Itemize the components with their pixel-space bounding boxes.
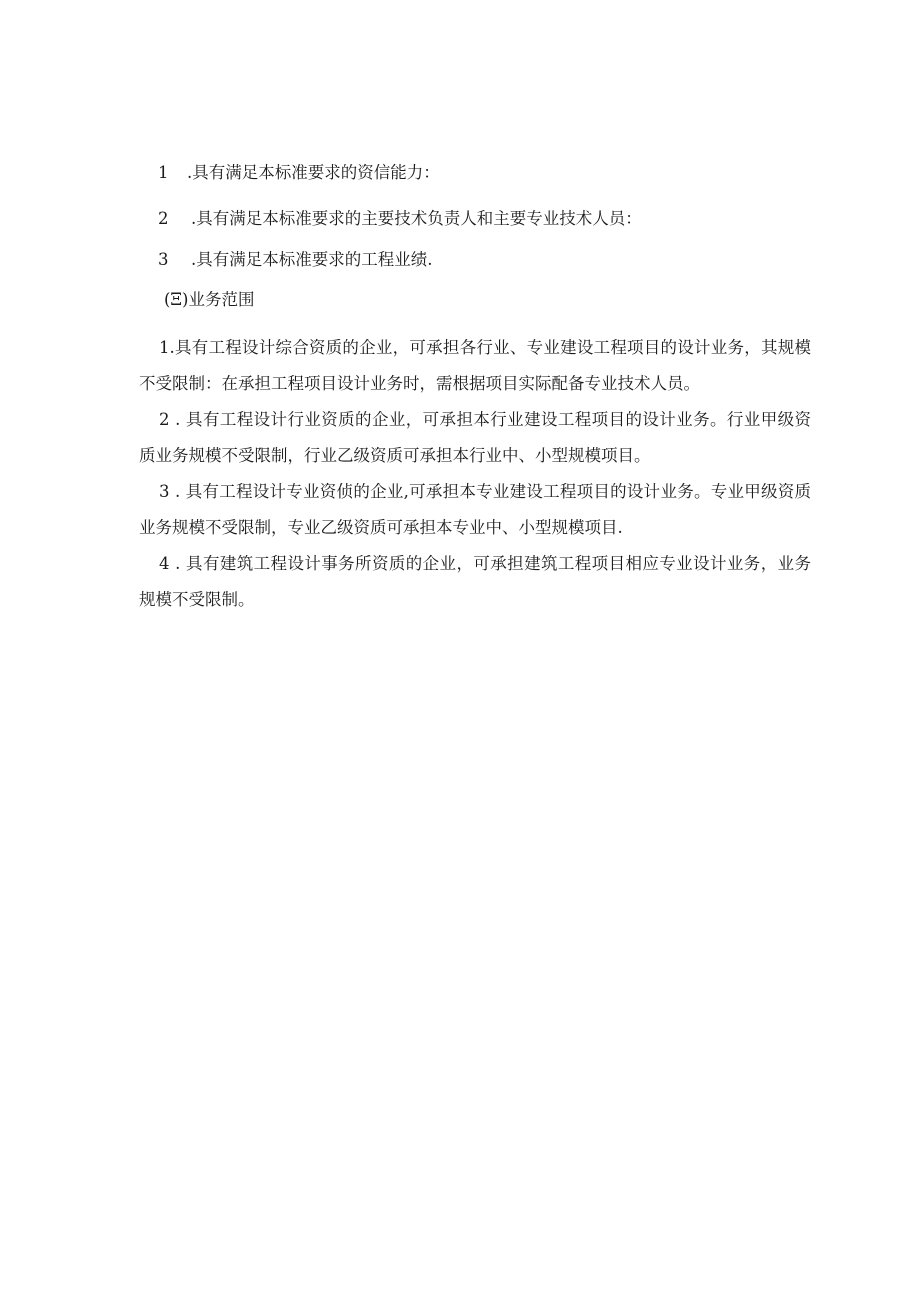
requirement-item-1	[158, 162, 440, 184]
scope-paragraph-2: 2 . 具有工程设计行业资质的企业，可承担本行业建设工程项目的设计业务。行业甲级资质业务规模不受限制，行业乙级资质可承担本行业中、小型规模项目。	[139, 410, 811, 465]
requirement-item-2	[158, 208, 642, 230]
requirement-text: .具有满足本标准要求的资信能力：	[187, 163, 440, 182]
section-heading: (Ξ)业务范围	[164, 290, 255, 309]
requirement-item-3	[158, 249, 433, 271]
requirement-text: .具有满足本标准要求的工程业绩.	[191, 250, 433, 269]
scope-paragraph-1: 1.具有工程设计综合资质的企业，可承担各行业、专业建设工程项目的设计业务，其规模不受限制：在承担工程项目设计业务时，需根据项目实际配备专业技术人员。	[139, 338, 811, 393]
scope-paragraph-4: 4 . 具有建筑工程设计事务所资质的企业，可承担建筑工程项目相应专业设计业务，业务规模不受限制。	[139, 554, 811, 609]
requirement-number: 3	[158, 250, 169, 269]
scope-paragraph-3: 3 . 具有工程设计专业资侦的企业,可承担本专业建设工程项目的设计业务。专业甲级资质业务规模不受限制，专业乙级资质可承担本专业中、小型规模项目.	[139, 482, 811, 537]
requirement-number: 1	[158, 163, 169, 182]
requirement-text: .具有满足本标准要求的主要技术负责人和主要专业技术人员：	[191, 209, 642, 228]
requirement-number: 2	[158, 209, 169, 228]
